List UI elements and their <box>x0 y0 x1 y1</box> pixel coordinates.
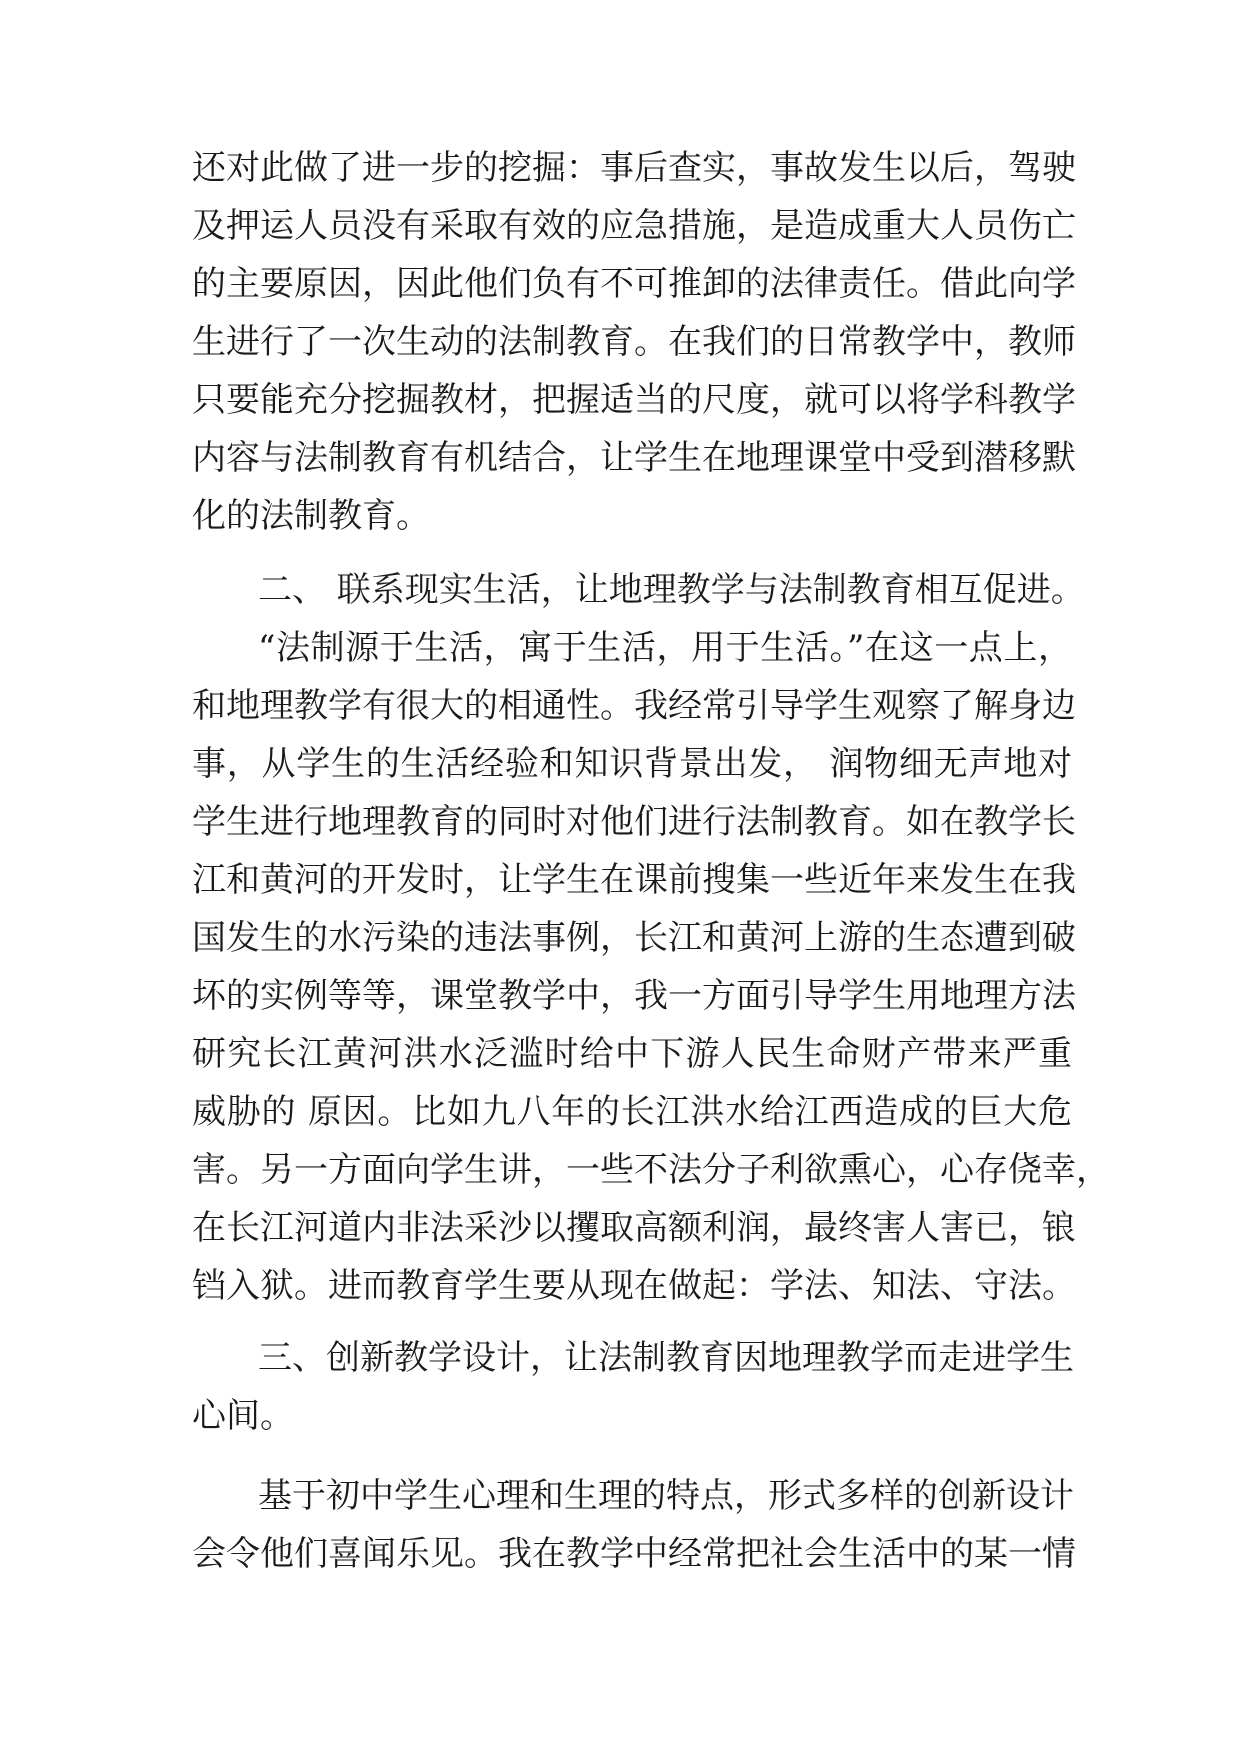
text-line: 心间。 <box>192 1396 294 1436</box>
text-line: 还对此做了进一步的挖掘：事后查实，事故发生以后，驾驶 <box>192 148 1076 188</box>
text-line: 在长江河道内非法采沙以攫取高额利润，最终害人害已，锒 <box>192 1208 1076 1248</box>
text-line: 和地理教学有很大的相通性。我经常引导学生观察了解身边 <box>192 686 1076 726</box>
text-line: 铛入狱。进而教育学生要从现在做起：学法、知法、守法。 <box>192 1266 1076 1306</box>
text-line: 江和黄河的开发时，让学生在课前搜集一些近年来发生在我 <box>192 860 1076 900</box>
section-heading: 三、创新教学设计，让法制教育因地理教学而走进学生 <box>258 1338 1074 1378</box>
text-line: “法制源于生活，寓于生活，用于生活。”在这一点上， <box>258 628 1072 668</box>
section-heading: 二、 联系现实生活，让地理教学与法制教育相互促进。 <box>258 570 1085 610</box>
text-line: 生进行了一次生动的法制教育。在我们的日常教学中，教师 <box>192 322 1076 362</box>
text-line: 学生进行地理教育的同时对他们进行法制教育。如在教学长 <box>192 802 1076 842</box>
text-line: 化的法制教育。 <box>192 496 430 536</box>
text-line: 会令他们喜闻乐见。我在教学中经常把社会生活中的某一情 <box>192 1534 1076 1574</box>
text-line: 事，从学生的生活经验和知识背景出发， 润物细无声地对 <box>192 744 1072 784</box>
text-line: 的主要原因，因此他们负有不可推卸的法律责任。借此向学 <box>192 264 1076 304</box>
text-line: 及押运人员没有采取有效的应急措施，是造成重大人员伤亡 <box>192 206 1076 246</box>
text-line: 坏的实例等等，课堂教学中，我一方面引导学生用地理方法 <box>192 976 1076 1016</box>
text-line: 基于初中学生心理和生理的特点，形式多样的创新设计 <box>258 1476 1074 1516</box>
text-line: 研究长江黄河洪水泛滥时给中下游人民生命财产带来严重 <box>192 1034 1072 1074</box>
text-line: 威胁的 原因。比如九八年的长江洪水给江西造成的巨大危 <box>192 1092 1072 1132</box>
text-line: 只要能充分挖掘教材，把握适当的尺度，就可以将学科教学 <box>192 380 1076 420</box>
text-line: 内容与法制教育有机结合，让学生在地理课堂中受到潜移默 <box>192 438 1076 478</box>
text-line: 害。另一方面向学生讲，一些不法分子利欲熏心，心存侥幸， <box>192 1150 1110 1190</box>
text-line: 国发生的水污染的违法事例，长江和黄河上游的生态遭到破 <box>192 918 1076 958</box>
